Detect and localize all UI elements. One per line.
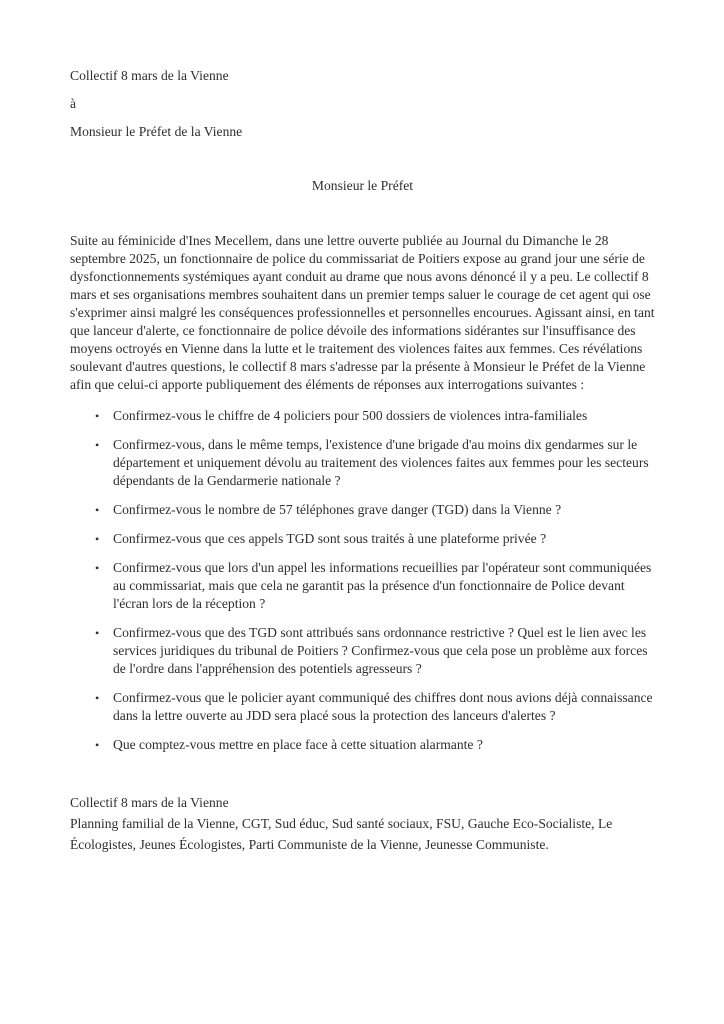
signature-collective: Collectif 8 mars de la Vienne bbox=[70, 795, 229, 810]
question-text: Confirmez-vous le chiffre de 4 policiers pour 500 dossiers de violences intra-familiales bbox=[113, 408, 588, 423]
question-text: Confirmez-vous, dans le même temps, l'existence d'une brigade d'au moins dix gendarmes sur le département et uniquement dévolu au traitement des violences faites aux femmes pour les secteurs dépendants de la Gendarmerie nationale ? bbox=[113, 437, 649, 488]
question-item bbox=[95, 736, 655, 754]
recipient-preposition: à bbox=[70, 96, 77, 111]
sender-name: Collectif 8 mars de la Vienne bbox=[70, 68, 229, 83]
question-item bbox=[95, 559, 655, 613]
letter-header bbox=[70, 67, 655, 141]
bullet-marker: • bbox=[95, 626, 100, 640]
question-text: Confirmez-vous le nombre de 57 téléphones grave danger (TGD) dans la Vienne ? bbox=[113, 502, 562, 517]
salutation: Monsieur le Préfet bbox=[311, 178, 414, 193]
question-text: Confirmez-vous que des TGD sont attribués sans ordonnance restrictive ? Quel est le lien avec les services juridiques du tribunal de Poitiers ? Confirmez-vous que cela pose un problème aux forces de l'ordre dans l'appréhension des potentiels agresseurs ? bbox=[113, 625, 648, 676]
question-text: Que comptez-vous mettre en place face à cette situation alarmante ? bbox=[113, 737, 483, 752]
bullet-marker: • bbox=[95, 738, 100, 752]
bullet-marker: • bbox=[95, 691, 100, 705]
question-item bbox=[95, 407, 655, 425]
bullet-marker: • bbox=[95, 438, 100, 452]
signature-block bbox=[70, 792, 655, 855]
question-text: Confirmez-vous que le policier ayant communiqué des chiffres dont nous avions déjà connaissance dans la lettre ouverte au JDD sera placé sous la protection des lanceurs d'alertes ? bbox=[113, 690, 653, 723]
recipient-name: Monsieur le Préfet de la Vienne bbox=[70, 124, 243, 139]
signature-members: Planning familial de la Vienne, CGT, Sud éduc, Sud santé sociaux, FSU, Gauche Eco-Socialiste, Le Écologistes, Jeunes Écologistes, Parti Communiste de la Vienne, Jeunesse Communiste. bbox=[70, 816, 613, 852]
bullet-marker: • bbox=[95, 561, 100, 575]
bullet-marker: • bbox=[95, 532, 100, 546]
question-item bbox=[95, 624, 655, 678]
question-item bbox=[95, 501, 655, 519]
questions-list bbox=[70, 407, 655, 754]
bullet-marker: • bbox=[95, 503, 100, 517]
bullet-marker: • bbox=[95, 409, 100, 423]
question-item bbox=[95, 436, 655, 490]
question-text: Confirmez-vous que lors d'un appel les informations recueillies par l'opérateur sont communiquées au commissariat, mais que cela ne garantit pas la présence d'un fonctionnaire de Police devant l'écran lors de la réception ? bbox=[113, 560, 652, 611]
question-item bbox=[95, 689, 655, 725]
intro-paragraph: Suite au féminicide d'Ines Mecellem, dans une lettre ouverte publiée au Journal du Dimanche le 28 septembre 2025, un fonctionnaire de police du commissariat de Poitiers expose au grand jour une série de dysfonctionnements systémiques ayant conduit au drame que nous avons dénoncé il y a peu. Le collectif 8 mars et ses organisations membres souhaitent dans un premier temps saluer le courage de cet agent qui ose s'exprimer ainsi malgré les conséquences professionnelles et personnelles encourues. Agissant ainsi, en tant que lanceur d'alerte, ce fonctionnaire de police dévoile des informations sidérantes sur l'insuffisance des moyens octroyés en Vienne dans la lutte et le traitement des violences faites aux femmes. Ces révélations soulevant d'autres questions, le collectif 8 mars s'adresse par la présente à Monsieur le Préfet de la Vienne afin que celui-ci apporte publiquement des éléments de réponses aux interrogations suivantes : bbox=[70, 233, 655, 392]
question-text: Confirmez-vous que ces appels TGD sont sous traités à une plateforme privée ? bbox=[113, 531, 547, 546]
question-item bbox=[95, 530, 655, 548]
